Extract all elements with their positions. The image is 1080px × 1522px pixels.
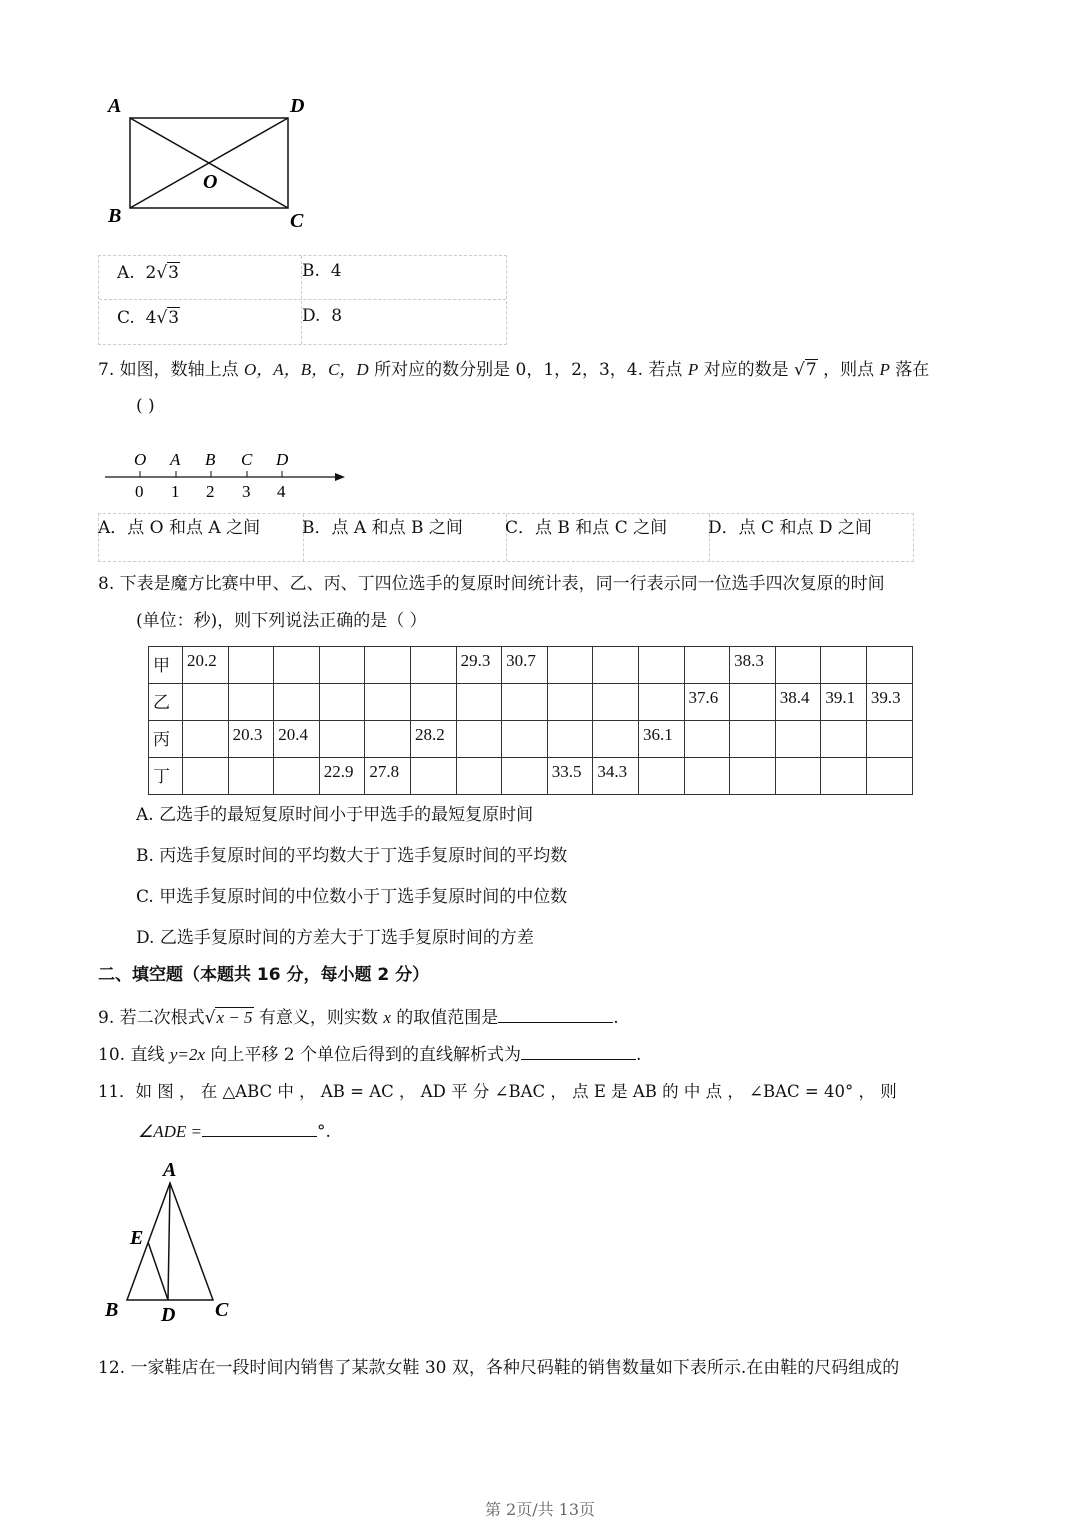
table-cell [365, 684, 411, 721]
table-cell: 33.5 [547, 758, 593, 795]
table-cell [638, 647, 684, 684]
player-name: 丙 [149, 721, 183, 758]
q7-option-c[interactable]: C．点 B 和点 C 之间 [505, 518, 668, 538]
q7-stem: 7. 如图，数轴上点 O，A，B，C，D 所对应的数分别是 0，1，2，3，4. 若点 P 对应的数是 √7 ，则点 P 落在 [98, 360, 930, 380]
table-cell: 30.7 [502, 647, 548, 684]
q8-option-d[interactable]: D. 乙选手复原时间的方差大于丁选手复原时间的方差 [136, 928, 534, 948]
table-cell: 20.2 [183, 647, 229, 684]
q8-time-table [148, 646, 913, 795]
table-cell: 27.8 [365, 758, 411, 795]
player-name: 乙 [149, 684, 183, 721]
number-line [0, 440, 360, 510]
table-cell [593, 647, 639, 684]
table-cell [821, 647, 867, 684]
table-cell [866, 647, 912, 684]
q12-stem: 12. 一家鞋店在一段时间内销售了某款女鞋 30 双，各种尺码鞋的销售数量如下表所示.在由鞋的尺码组成的 [98, 1358, 900, 1378]
table-cell [730, 684, 776, 721]
q7-answer-paren: ( ) [136, 396, 155, 416]
table-cell: 34.3 [593, 758, 639, 795]
table-cell [183, 721, 229, 758]
page-footer: 第 2页/共 13页 [484, 1500, 596, 1519]
table-cell [821, 721, 867, 758]
table-cell: 36.1 [638, 721, 684, 758]
table-cell [228, 684, 274, 721]
table-cell [319, 684, 365, 721]
table-row [149, 684, 913, 721]
table-cell: 38.3 [730, 647, 776, 684]
table-cell [775, 758, 821, 795]
q11-answer-blank[interactable] [202, 1118, 317, 1137]
table-cell [730, 721, 776, 758]
q6-option-c[interactable]: C. 4√3 [117, 308, 180, 328]
table-cell [775, 721, 821, 758]
table-cell [866, 758, 912, 795]
table-cell [319, 721, 365, 758]
table-cell [821, 758, 867, 795]
table-cell [456, 758, 502, 795]
table-cell: 20.4 [274, 721, 320, 758]
axis-point-label: D [276, 450, 289, 469]
label-a: A [108, 95, 122, 117]
q7-option-a[interactable]: A．点 O 和点 A 之间 [98, 518, 261, 538]
q6-option-a[interactable]: A. 2√3 [117, 263, 179, 283]
table-cell [775, 647, 821, 684]
table-cell: 20.3 [228, 721, 274, 758]
q8-option-a[interactable]: A. 乙选手的最短复原时间小于甲选手的最短复原时间 [136, 805, 534, 825]
table-cell [410, 684, 456, 721]
label-a: A [163, 1159, 177, 1181]
table-cell [638, 758, 684, 795]
table-cell [456, 684, 502, 721]
label-c: C [215, 1299, 229, 1321]
table-cell: 38.4 [775, 684, 821, 721]
table-cell [274, 647, 320, 684]
table-cell [365, 647, 411, 684]
q8-stem-line2: (单位：秒)，则下列说法正确的是（ ） [136, 611, 427, 631]
q11-line1: 11．如 图 ， 在 △ABC 中 ， AB = AC ， AD 平 分 ∠BAC ， 点 E 是 AB 的 中 点 ， ∠BAC = 40° ， 则 [98, 1082, 897, 1101]
table-cell [456, 721, 502, 758]
axis-point-label: O [134, 450, 147, 469]
q6-option-b[interactable]: B. 4 [302, 261, 342, 281]
table-cell [547, 721, 593, 758]
q9-answer-blank[interactable] [498, 1004, 613, 1023]
table-cell [547, 647, 593, 684]
axis-point-label: A [170, 450, 181, 469]
table-cell [502, 721, 548, 758]
table-cell [274, 758, 320, 795]
label-d: D [161, 1304, 176, 1326]
table-cell: 29.3 [456, 647, 502, 684]
table-cell [410, 647, 456, 684]
table-cell [593, 684, 639, 721]
table-row [149, 721, 913, 758]
table-cell: 28.2 [410, 721, 456, 758]
label-e: E [130, 1227, 144, 1249]
q10-answer-blank[interactable] [521, 1041, 636, 1060]
label-b: B [105, 1299, 119, 1321]
rectangle-figure [0, 0, 340, 240]
table-cell [410, 758, 456, 795]
table-cell [502, 758, 548, 795]
axis-point-label: B [205, 450, 216, 469]
table-row [149, 647, 913, 684]
label-d: D [290, 95, 305, 117]
table-cell [547, 684, 593, 721]
table-cell [502, 684, 548, 721]
table-cell [228, 647, 274, 684]
axis-number-label: 2 [206, 482, 215, 501]
table-row [149, 758, 913, 795]
q7-option-d[interactable]: D．点 C 和点 D 之间 [708, 518, 872, 538]
q7-option-b[interactable]: B．点 A 和点 B 之间 [302, 518, 463, 538]
table-cell [730, 758, 776, 795]
table-cell [228, 758, 274, 795]
table-cell [183, 758, 229, 795]
table-cell [684, 758, 730, 795]
table-cell: 22.9 [319, 758, 365, 795]
axis-number-label: 4 [277, 482, 286, 501]
table-cell [684, 721, 730, 758]
label-b: B [108, 205, 122, 227]
q8-option-c[interactable]: C. 甲选手复原时间的中位数小于丁选手复原时间的中位数 [136, 887, 568, 907]
q8-stem-line1: 8. 下表是魔方比赛中甲、乙、丙、丁四位选手的复原时间统计表，同一行表示同一位选手四次复原的时间 [98, 574, 885, 594]
label-c: C [290, 210, 304, 232]
triangle-figure [0, 1150, 260, 1330]
table-cell: 39.3 [866, 684, 912, 721]
table-cell [365, 721, 411, 758]
table-cell [319, 647, 365, 684]
player-name: 丁 [149, 758, 183, 795]
q6-option-d[interactable]: D. 8 [302, 306, 343, 326]
label-o: O [203, 171, 218, 193]
q9: 9. 若二次根式√x − 5 有意义，则实数 x 的取值范围是 . [98, 1004, 619, 1029]
section-heading: 二、填空题（本题共 16 分，每小题 2 分） [98, 965, 430, 985]
table-cell [183, 684, 229, 721]
axis-number-label: 1 [171, 482, 180, 501]
table-cell: 37.6 [684, 684, 730, 721]
q11-line2: ∠ADE = °. [138, 1118, 331, 1143]
q8-option-b[interactable]: B. 丙选手复原时间的平均数大于丁选手复原时间的平均数 [136, 846, 568, 866]
table-cell [866, 721, 912, 758]
axis-number-label: 3 [242, 482, 251, 501]
table-cell [593, 721, 639, 758]
player-name: 甲 [149, 647, 183, 684]
table-cell [684, 647, 730, 684]
table-cell [274, 684, 320, 721]
q10: 10. 直线 y=2x 向上平移 2 个单位后得到的直线解析式为 . [98, 1041, 641, 1066]
axis-point-label: C [241, 450, 253, 469]
axis-number-label: 0 [135, 482, 144, 501]
table-cell: 39.1 [821, 684, 867, 721]
table-cell [638, 684, 684, 721]
